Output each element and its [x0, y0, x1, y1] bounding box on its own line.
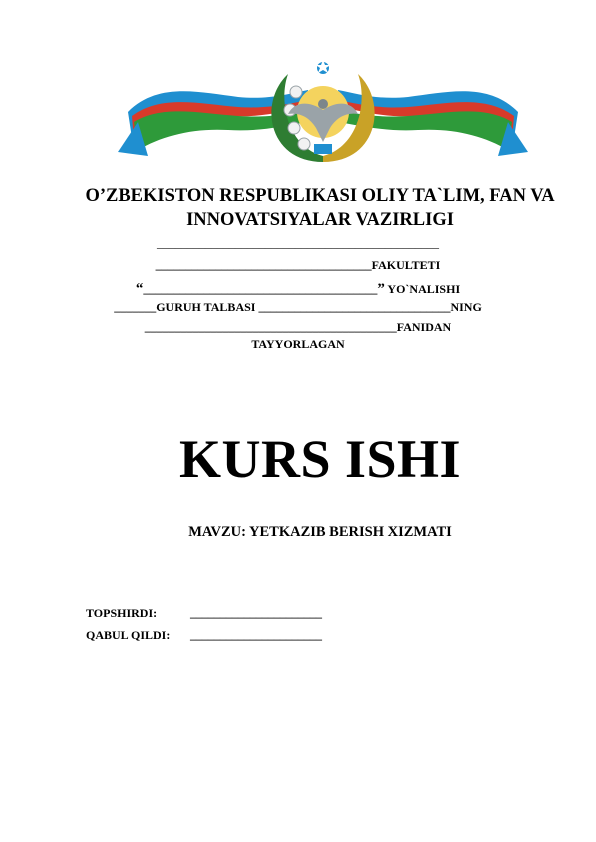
student-suffix: NING [450, 300, 482, 314]
faculty-row [0, 258, 596, 273]
submitted-row [86, 606, 322, 621]
group-row [0, 300, 596, 315]
submitted-label: TOPSHIRDI: [86, 606, 158, 620]
subject-blank: __________________________________________ [144, 320, 397, 334]
accepted-row [86, 628, 322, 643]
accepted-label: QABUL QILDI: [86, 628, 171, 642]
direction-row [0, 281, 596, 298]
group-blank: _______ [114, 300, 157, 314]
subject-label: FANIDAN [396, 320, 452, 334]
prepared-label: TAYYORLAGAN [251, 337, 345, 351]
accepted-blank: ______________________ [190, 628, 322, 642]
ministry-name [60, 184, 580, 232]
faculty-label: FAKULTETI [371, 258, 441, 272]
subject-row [0, 320, 596, 335]
submitted-blank: ______________________ [190, 606, 322, 620]
state-emblem [118, 52, 528, 170]
topic-line: MAVZU: YETKAZIB BERISH XIZMATI [188, 524, 452, 540]
ministry-line-2: INNOVATSIYALAR VAZIRLIGI [186, 210, 454, 230]
faculty-blank: ____________________________________ [155, 258, 372, 272]
direction-blank: _______________________________________ [143, 282, 378, 296]
student-blank: ________________________________ [258, 300, 451, 314]
open-quote: “ [135, 281, 144, 297]
blank-line: _______________________________________________ [157, 236, 439, 250]
emblem-center [288, 60, 358, 154]
close-quote: ” [377, 281, 385, 297]
group-label: GURUH TALBASI [156, 300, 259, 314]
direction-label: YO`NALISHI [384, 282, 461, 296]
document-title: KURS ISHI [178, 429, 462, 489]
ministry-line-1: O’ZBEKISTON RESPUBLIKASI OLIY TA`LIM, FAN VA [85, 186, 555, 206]
